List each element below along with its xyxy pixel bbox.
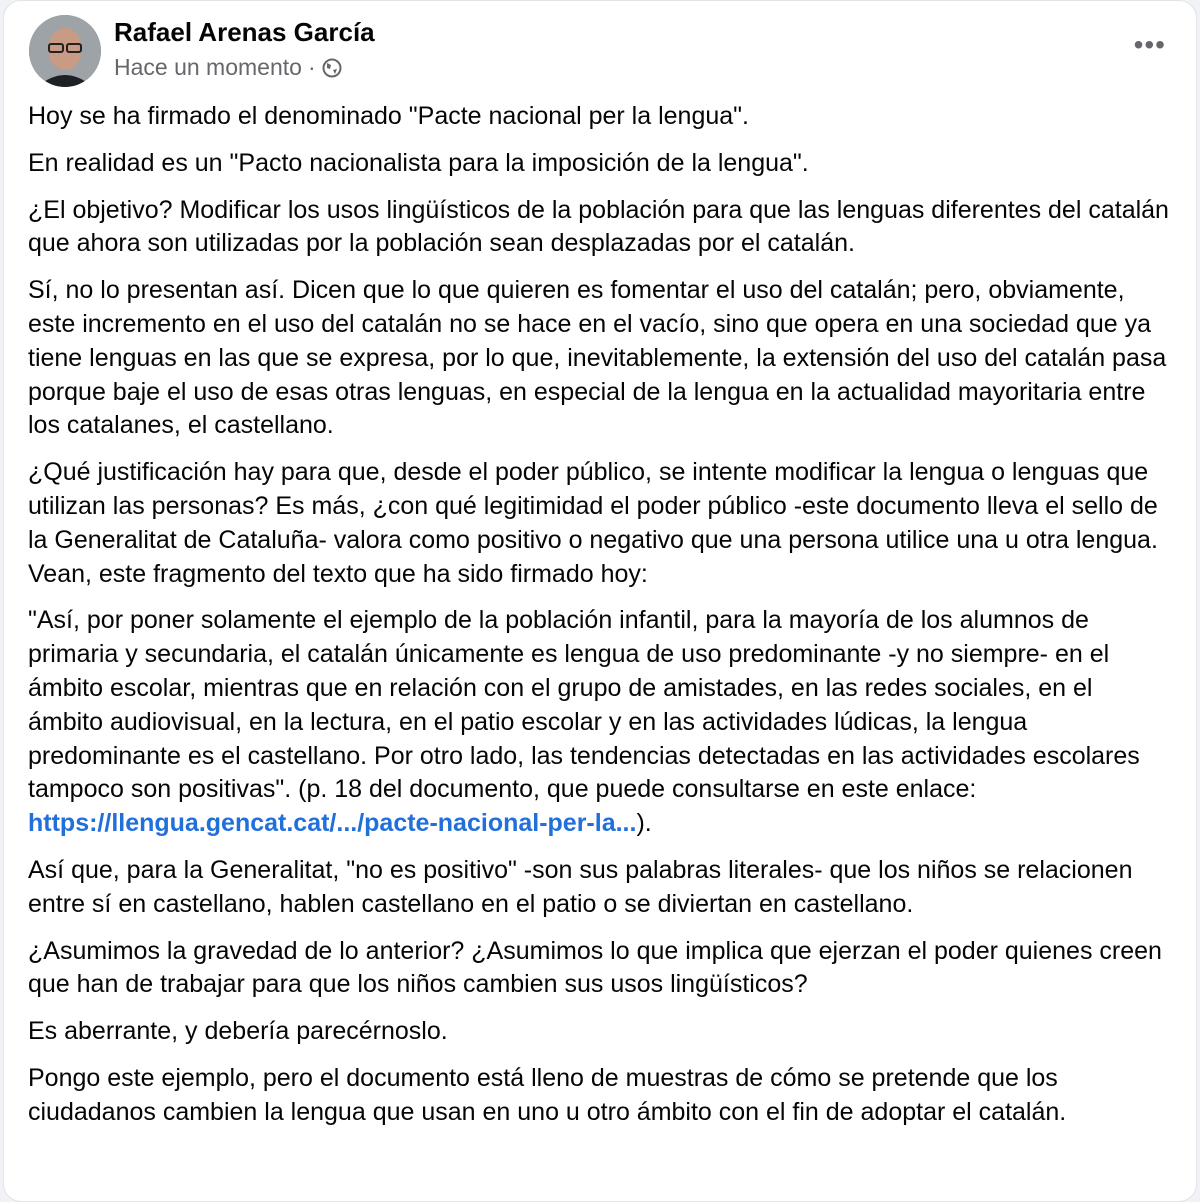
paragraph: Sí, no lo presentan así. Dicen que lo que quieren es fomentar el uso del catalán; pero, obviamente, este incremento en el uso del catalán no se hace en el vacío, sino que opera en una sociedad que ya tiene lenguas en las que se expresa, por lo que, inevitablemente, la extensión del uso del catalán pasa porque baje el uso de esas otras lenguas, en especial de la lengua en la actualidad mayoritaria entre los catalanes, el castellano.: [28, 276, 1167, 440]
post-meta: [114, 54, 342, 81]
post-card: [3, 0, 1197, 1202]
globe-icon: [322, 58, 342, 78]
author-name[interactable]: Rafael Arenas García: [114, 17, 375, 47]
paragraph: En realidad es un "Pacto nacionalista para la imposición de la lengua".: [28, 148, 809, 177]
paragraph: Así que, para la Generalitat, "no es positivo" -son sus palabras literales- que los niños se relacionen entre sí en castellano, hablen castellano en el patio o se diviertan en castellano.: [28, 855, 1133, 918]
quote-text: "Así, por poner solamente el ejemplo de la población infantil, para la mayoría de los alumnos de primaria y secundaria, el catalán únicamente es lengua de uso predominante -y no siempre- en el ámbito escolar, mientras que en relación con el grupo de amistades, en las redes sociales, en el ámbito audiovisual, en la lectura, en el patio escolar y en las actividades lúdicas, la lengua predominante es el castellano. Por otro lado, las tendencias detectadas en las actividades escolares tampoco son positivas". (p. 18 del documento, que puede consultarse en este enlace:: [28, 606, 1140, 804]
document-link[interactable]: https://llengua.gencat.cat/.../pacte-nacional-per-la...: [28, 809, 637, 838]
paragraph: Hoy se ha firmado el denominado "Pacte nacional per la lengua".: [28, 102, 749, 130]
paragraph: Pongo este ejemplo, pero el documento está lleno de muestras de cómo se pretende que los ciudadanos cambien la lengua que usan en uno u otro ámbito con el fin de adoptar el catalán.: [28, 1063, 1067, 1126]
post-body: [28, 100, 1173, 1143]
separator: ·: [307, 54, 316, 80]
paragraph: ¿El objetivo? Modificar los usos lingüísticos de la población para que las lenguas diferentes del catalán que ahora son utilizadas por la población sean desplazadas por el catalán.: [28, 195, 1169, 258]
quote-after: ).: [636, 809, 652, 838]
author-avatar[interactable]: [29, 15, 101, 87]
quote-paragraph: [28, 604, 1173, 841]
more-options-button[interactable]: •••: [1133, 29, 1166, 60]
paragraph: ¿Asumimos la gravedad de lo anterior? ¿Asumimos lo que implica que ejerzan el poder quienes creen que han de trabajar para que los niños cambien sus usos lingüísticos?: [28, 936, 1162, 999]
paragraph: Es aberrante, y debería parecérnoslo.: [28, 1017, 448, 1046]
timestamp[interactable]: Hace un momento: [114, 54, 302, 80]
paragraph: ¿Qué justificación hay para que, desde el poder público, se intente modificar la lengua o lenguas que utilizan las personas? Es más, ¿con qué legitimidad el poder público -este documento lleva el sello de la Generalitat de Cataluña- valora como positivo o negativo que una persona utilice una u otra lengua. Vean, este fragmento del texto que ha sido firmado hoy:: [28, 458, 1158, 588]
